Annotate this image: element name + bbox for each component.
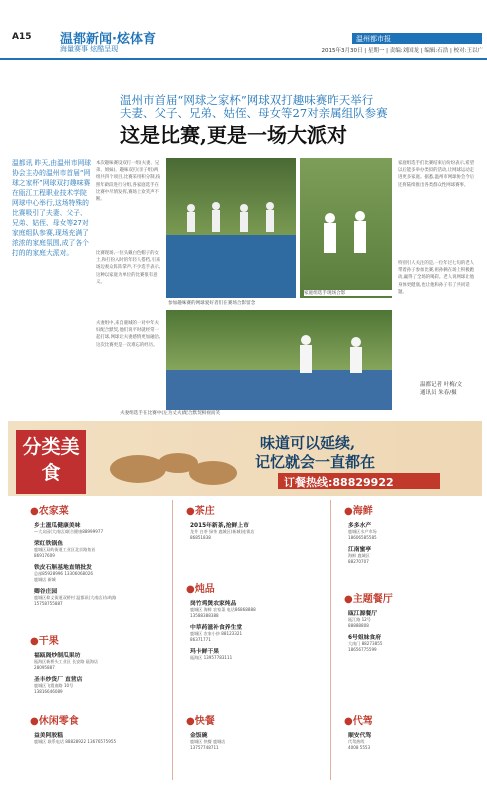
listing-title: 荣红铁锅鱼 [34, 541, 63, 547]
article-column-4: 家庭组选手们比赛结束后纷纷表示,希望以后能多举办类似的活动,让网球运动走进更多家庭。据悉,温州市网球协会今后还将陆续推出各类群众性网球赛事。 [398, 161, 475, 188]
listing-detail: 鹿城区 联系电话 88828922 13676575955 [34, 739, 117, 744]
section-title: 温都新闻·炫体育 [60, 32, 156, 47]
photo-caption-2: 家庭组选手现场合影 [304, 290, 392, 296]
article-column-1: 本次趣味赛设双打一组(夫妻、兄弟、姐妹)、趣味双打(亲子组)两组共四个项目,比赛采用积分制,按照年龄段进行分组,各家庭选手在比赛中尽情发挥,赛场上欢笑声不断。 [96, 161, 161, 203]
listing-title: 圣丰炒货厂 直营店 [34, 677, 83, 683]
listing-phone: 13816646089 [34, 689, 63, 694]
banner-slogan-1: 味道可以延续, [260, 434, 356, 452]
listing-detail: 瓯江路 12号 [348, 617, 371, 622]
byline-photographer: 通讯员 朱春/摄 [420, 390, 457, 396]
listing-title: 金饭碗 [190, 733, 208, 739]
listing-title: 江南蜜亭 [348, 547, 372, 553]
listing-title: 瓯江源餐厅 [348, 611, 377, 617]
listing-title: 铁皮石斛基地直销批发 [34, 565, 92, 571]
listing-title: 卿谷庄园 [34, 589, 58, 595]
article-column-2: 比赛现场,一位头戴白色帽子的女士,和打扮入时的年轻人搭档,引来场边观众阵阵掌声,不少选手表示,这种以家庭为单位的比赛很有意义。 [96, 251, 161, 285]
bullet-icon: ● [30, 716, 39, 727]
class-heading-fast-food: ●快餐 [186, 716, 215, 727]
listing-detail: —大众园(大南店)联合健康88999977 [34, 529, 104, 534]
photo-family [300, 158, 392, 298]
listing-phone: 28095887 [34, 665, 55, 670]
class-list-snacks [34, 730, 164, 745]
article-kicker: 温州市首届“网球之家杯”网球双打趣味赛昨天举行 [120, 93, 374, 107]
order-hotline: 订餐热线:88829922 [278, 473, 440, 489]
bullet-icon: ● [30, 506, 39, 517]
photo-couple [166, 310, 392, 410]
listing-title: 2015年新茶,抢鲜上市 [190, 523, 249, 529]
class-list-seafood [348, 520, 478, 565]
photo-group [166, 158, 296, 298]
listing-detail: 鹿城区 农家小炒 88123321 [190, 631, 243, 636]
listing-phone: 15758755887 [34, 601, 63, 606]
byline-writer: 温都记者 叶梅/文 [420, 382, 463, 388]
class-heading-dried-fruit: ●干果 [30, 636, 59, 647]
class-heading-designated-driver: ●代驾 [344, 716, 373, 727]
listing-phone: 13588388388 [190, 613, 219, 618]
article-column-3: 夫妻组中,来自鹿城的一对中年夫妇配合默契,他们说平时就经常一起打球,网球让夫妻感情更加融洽,这次比赛更是一次难忘的经历。 [96, 321, 161, 348]
article-lead: 温都讯 昨天,由温州市网球协会主办的温州市首届“网球之家杯”网球双打趣味赛在瓯江工程职业技术学院网球中心举行,这场特殊的比赛吸引了夫妻、父子、兄弟、姑侄、母女等27对家庭组队参赛,现场充满了浓浓的家庭氛围,成了各个打的的家庭大派对。 [12, 159, 92, 257]
listing-detail: 鹿城区飞霞南路 10号 [34, 683, 74, 688]
article-headline: 这是比赛,更是一场大派对 [120, 123, 347, 147]
bullet-icon: ● [30, 636, 39, 647]
listing-title: 岗竹鸡煲农家炖品 [190, 601, 237, 607]
listing-detail: 龙井 白茶 绿茶 鹿城区(新城)连锁店 [190, 529, 255, 534]
bullet-icon: ● [186, 506, 195, 517]
listing-detail: 瓯海区 13957783111 [190, 655, 233, 660]
listing-phone: 86851838 [190, 535, 211, 540]
listing-detail: 瓯海区新桥头工业区 长安路 瓯海店 [34, 659, 99, 664]
column-divider-1 [172, 500, 173, 780]
listing-title: 玛卡鲜干果 [190, 649, 219, 655]
class-list-fast-food [190, 730, 320, 751]
class-heading-tea: ●茶庄 [186, 506, 215, 517]
listing-phone: 88888808 [348, 623, 369, 628]
listing-detail: 鹿城区 快餐 鹿城店 [190, 739, 226, 744]
listing-title: 顺安代驾 [348, 733, 372, 739]
listing-title: 6号姐妹食府 [348, 635, 382, 641]
listing-title: 益美阿胶糕 [34, 733, 63, 739]
listing-title: 福瓯阁炒制瓜果坊 [34, 653, 81, 659]
listing-phone: 86371771 [190, 637, 211, 642]
bullet-icon: ● [344, 594, 353, 605]
page-number: A15 [12, 32, 32, 42]
family-illustration [300, 158, 392, 298]
listing-detail: 大南门 88273855 [348, 641, 383, 646]
class-list-stew [190, 598, 320, 661]
listing-phone: 13757748711 [190, 745, 219, 750]
listing-phone: 86917609 [34, 553, 55, 558]
class-list-dried-fruit [34, 650, 164, 695]
column-divider-2 [330, 500, 331, 780]
banner-slogan-2: 记忆就会一直都在 [255, 453, 376, 471]
listing-detail: 鹿城区双屿街道工业区北京路鱼首 [34, 547, 96, 552]
listing-phone: 4008 5553 [348, 745, 371, 750]
class-list-theme-restaurant [348, 608, 478, 653]
listing-title: 中草药滋补食养生堂 [190, 625, 243, 631]
listing-detail: 鹿城区 海鲜 农家菜 电话86868888 [190, 607, 256, 612]
class-heading-seafood: ●海鲜 [344, 506, 373, 517]
listing-detail: 鹿城区仰义街道双桥村 温都讯(大南店)东屿路 [34, 595, 117, 600]
header-rule [0, 58, 487, 60]
listing-detail: 总部85928996 13306068026 [34, 571, 93, 576]
couple-illustration [166, 310, 392, 410]
bullet-icon: ● [186, 716, 195, 727]
class-heading-stew: ●炖品 [186, 584, 215, 595]
class-heading-theme-restaurant: ●主题餐厅 [344, 594, 393, 605]
class-list-tea [190, 520, 320, 541]
listing-phone: 鹿城店 新城 [34, 577, 56, 582]
food-category-title: 分类美食 [16, 430, 86, 494]
listing-detail: 代驾热线 [348, 739, 365, 744]
listing-phone: 88270707 [348, 559, 369, 564]
listing-phone: 18606585585 [348, 535, 377, 540]
section-subtitle: 海量赛事 炫酷呈现 [60, 45, 119, 53]
bullet-icon: ● [344, 716, 353, 727]
listing-title: 乡土滋瓜健康美味 [34, 523, 81, 529]
listing-title: 多多水产 [348, 523, 372, 529]
class-heading-farm: ●农家菜 [30, 506, 69, 517]
listing-phone: 18656775599 [348, 647, 377, 652]
photo-caption-3: 夫妻组选手在比赛中(左为丈夫)配合默契相视而笑 [120, 411, 221, 416]
listing-detail: 鹿城区水产市场 [348, 529, 377, 534]
class-list-farm [34, 520, 164, 607]
listing-detail: 海鲜 鹿城区 [348, 553, 370, 558]
players-illustration [166, 158, 296, 298]
bullet-icon: ● [344, 506, 353, 517]
class-list-designated-driver [348, 730, 478, 751]
bullet-icon: ● [186, 584, 195, 595]
photo-caption-1: 参加趣味赛的网球爱好者们在赛场合影留念 [168, 301, 256, 306]
article-column-5: 特别引人关注的是,一位年过七旬的老人带着孙子参加比赛,祖孙俩在场上积极跑动,赢得了全场的喝彩。老人说网球让他身体更健康,也让他和孙子有了共同话题。 [398, 261, 475, 295]
date-line: 2015年3月30日 | 星期一 | 责编:刘国龙 | 编辑:石浩 | 校对:王以广 [321, 48, 483, 54]
article-subtitle: 夫妻、父子、兄弟、姑侄、母女等27对亲属组队参赛 [120, 106, 388, 120]
paper-name: 温州都市报 [352, 33, 482, 44]
class-heading-snacks: ●休闲零食 [30, 716, 79, 727]
